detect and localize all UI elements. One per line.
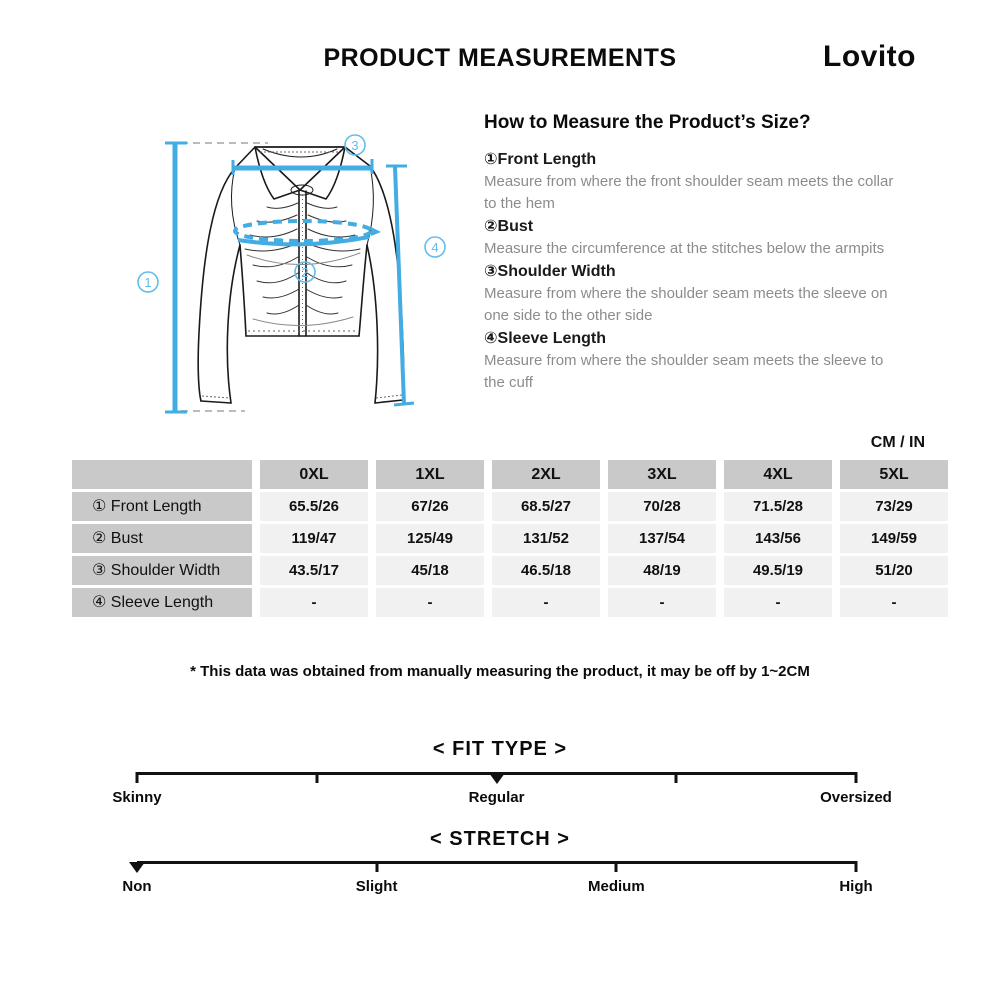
table-value-cell: 137/54 (608, 524, 716, 553)
fit-type-label-regular: Regular (468, 789, 525, 806)
fit-type-marker-icon (489, 773, 505, 784)
stretch-marker-icon (129, 862, 145, 873)
table-value-cell: 71.5/28 (724, 492, 832, 521)
table-row-label: ④ Sleeve Length (72, 588, 252, 617)
stretch-label-non: Non (122, 878, 152, 895)
table-row-label: ② Bust (72, 524, 252, 553)
table-value-cell: 119/47 (260, 524, 368, 553)
how-to-item-label: ②Bust (484, 218, 534, 235)
stretch-label-high: High (839, 878, 873, 895)
table-value-cell: - (492, 588, 600, 617)
table-header-cell: 4XL (724, 460, 832, 489)
page-title: PRODUCT MEASUREMENTS (323, 44, 677, 72)
table-value-cell: - (260, 588, 368, 617)
table-header-cell: 1XL (376, 460, 484, 489)
callout-3-label: 3 (351, 138, 359, 153)
stretch-title: < STRETCH > (430, 828, 570, 850)
table-header-cell: 3XL (608, 460, 716, 489)
table-value-cell: 143/56 (724, 524, 832, 553)
table-header-cell: 2XL (492, 460, 600, 489)
how-to-item-label: ④Sleeve Length (484, 330, 607, 347)
stretch-axis (137, 861, 856, 864)
table-value-cell: 43.5/17 (260, 556, 368, 585)
fit-type-tick (315, 772, 318, 783)
callout-2-label: 2 (301, 265, 309, 280)
stretch-tick (615, 861, 618, 872)
how-to-measure-section (484, 112, 916, 394)
how-to-item (484, 327, 916, 394)
how-to-item-desc: Measure from where the shoulder seam meets the sleeve to the cuff (484, 352, 884, 391)
table-header-cell: 0XL (260, 460, 368, 489)
callout-4-label: 4 (431, 240, 439, 255)
table-value-cell: 48/19 (608, 556, 716, 585)
table-row-label: ③ Shoulder Width (72, 556, 252, 585)
fit-type-title: < FIT TYPE > (432, 738, 568, 760)
brand-logo: Lovito (823, 40, 916, 73)
how-to-title: How to Measure the Product’s Size? (484, 112, 811, 133)
table-value-cell: 73/29 (840, 492, 948, 521)
stretch-scale (122, 861, 873, 907)
callout-1-label: 1 (144, 275, 152, 290)
table-value-cell: 125/49 (376, 524, 484, 553)
fit-type-tick (855, 772, 858, 783)
how-to-item-label: ①Front Length (484, 151, 597, 168)
fit-type-tick (136, 772, 139, 783)
how-to-item-desc: Measure the circumference at the stitches below the armpits (484, 240, 885, 257)
table-header-cell: 5XL (840, 460, 948, 489)
table-value-cell: 131/52 (492, 524, 600, 553)
how-to-item (484, 260, 916, 327)
table-value-cell: 45/18 (376, 556, 484, 585)
how-to-item-label: ③Shoulder Width (484, 263, 616, 280)
table-value-cell: 67/26 (376, 492, 484, 521)
stretch-tick (855, 861, 858, 872)
table-value-cell: - (840, 588, 948, 617)
table-value-cell: 51/20 (840, 556, 948, 585)
table-value-cell: 68.5/27 (492, 492, 600, 521)
how-to-item-desc: Measure from where the shoulder seam meets the sleeve on one side to the other side (484, 285, 888, 324)
stretch-label-slight: Slight (355, 878, 398, 895)
size-table (72, 460, 948, 617)
fit-type-label-oversized: Oversized (820, 789, 892, 806)
units-label: CM / IN (870, 434, 925, 451)
how-to-item (484, 148, 916, 215)
stretch-tick (375, 861, 378, 872)
garment-diagram-icon (95, 103, 465, 443)
table-corner-cell (72, 460, 252, 489)
table-value-cell: 65.5/26 (260, 492, 368, 521)
fit-type-scale (112, 772, 892, 818)
table-row-label: ① Front Length (72, 492, 252, 521)
table-value-cell: - (376, 588, 484, 617)
fit-type-label-skinny: Skinny (112, 789, 162, 806)
how-to-item (484, 215, 916, 260)
fit-type-tick (675, 772, 678, 783)
how-to-item-desc: Measure from where the front shoulder seam meets the collar to the hem (484, 173, 894, 212)
stretch-label-medium: Medium (588, 878, 645, 895)
table-value-cell: 70/28 (608, 492, 716, 521)
table-value-cell: 49.5/19 (724, 556, 832, 585)
measurement-disclaimer: * This data was obtained from manually measuring the product, it may be off by 1~2CM (190, 663, 810, 680)
table-value-cell: - (608, 588, 716, 617)
table-value-cell: - (724, 588, 832, 617)
table-value-cell: 149/59 (840, 524, 948, 553)
table-value-cell: 46.5/18 (492, 556, 600, 585)
